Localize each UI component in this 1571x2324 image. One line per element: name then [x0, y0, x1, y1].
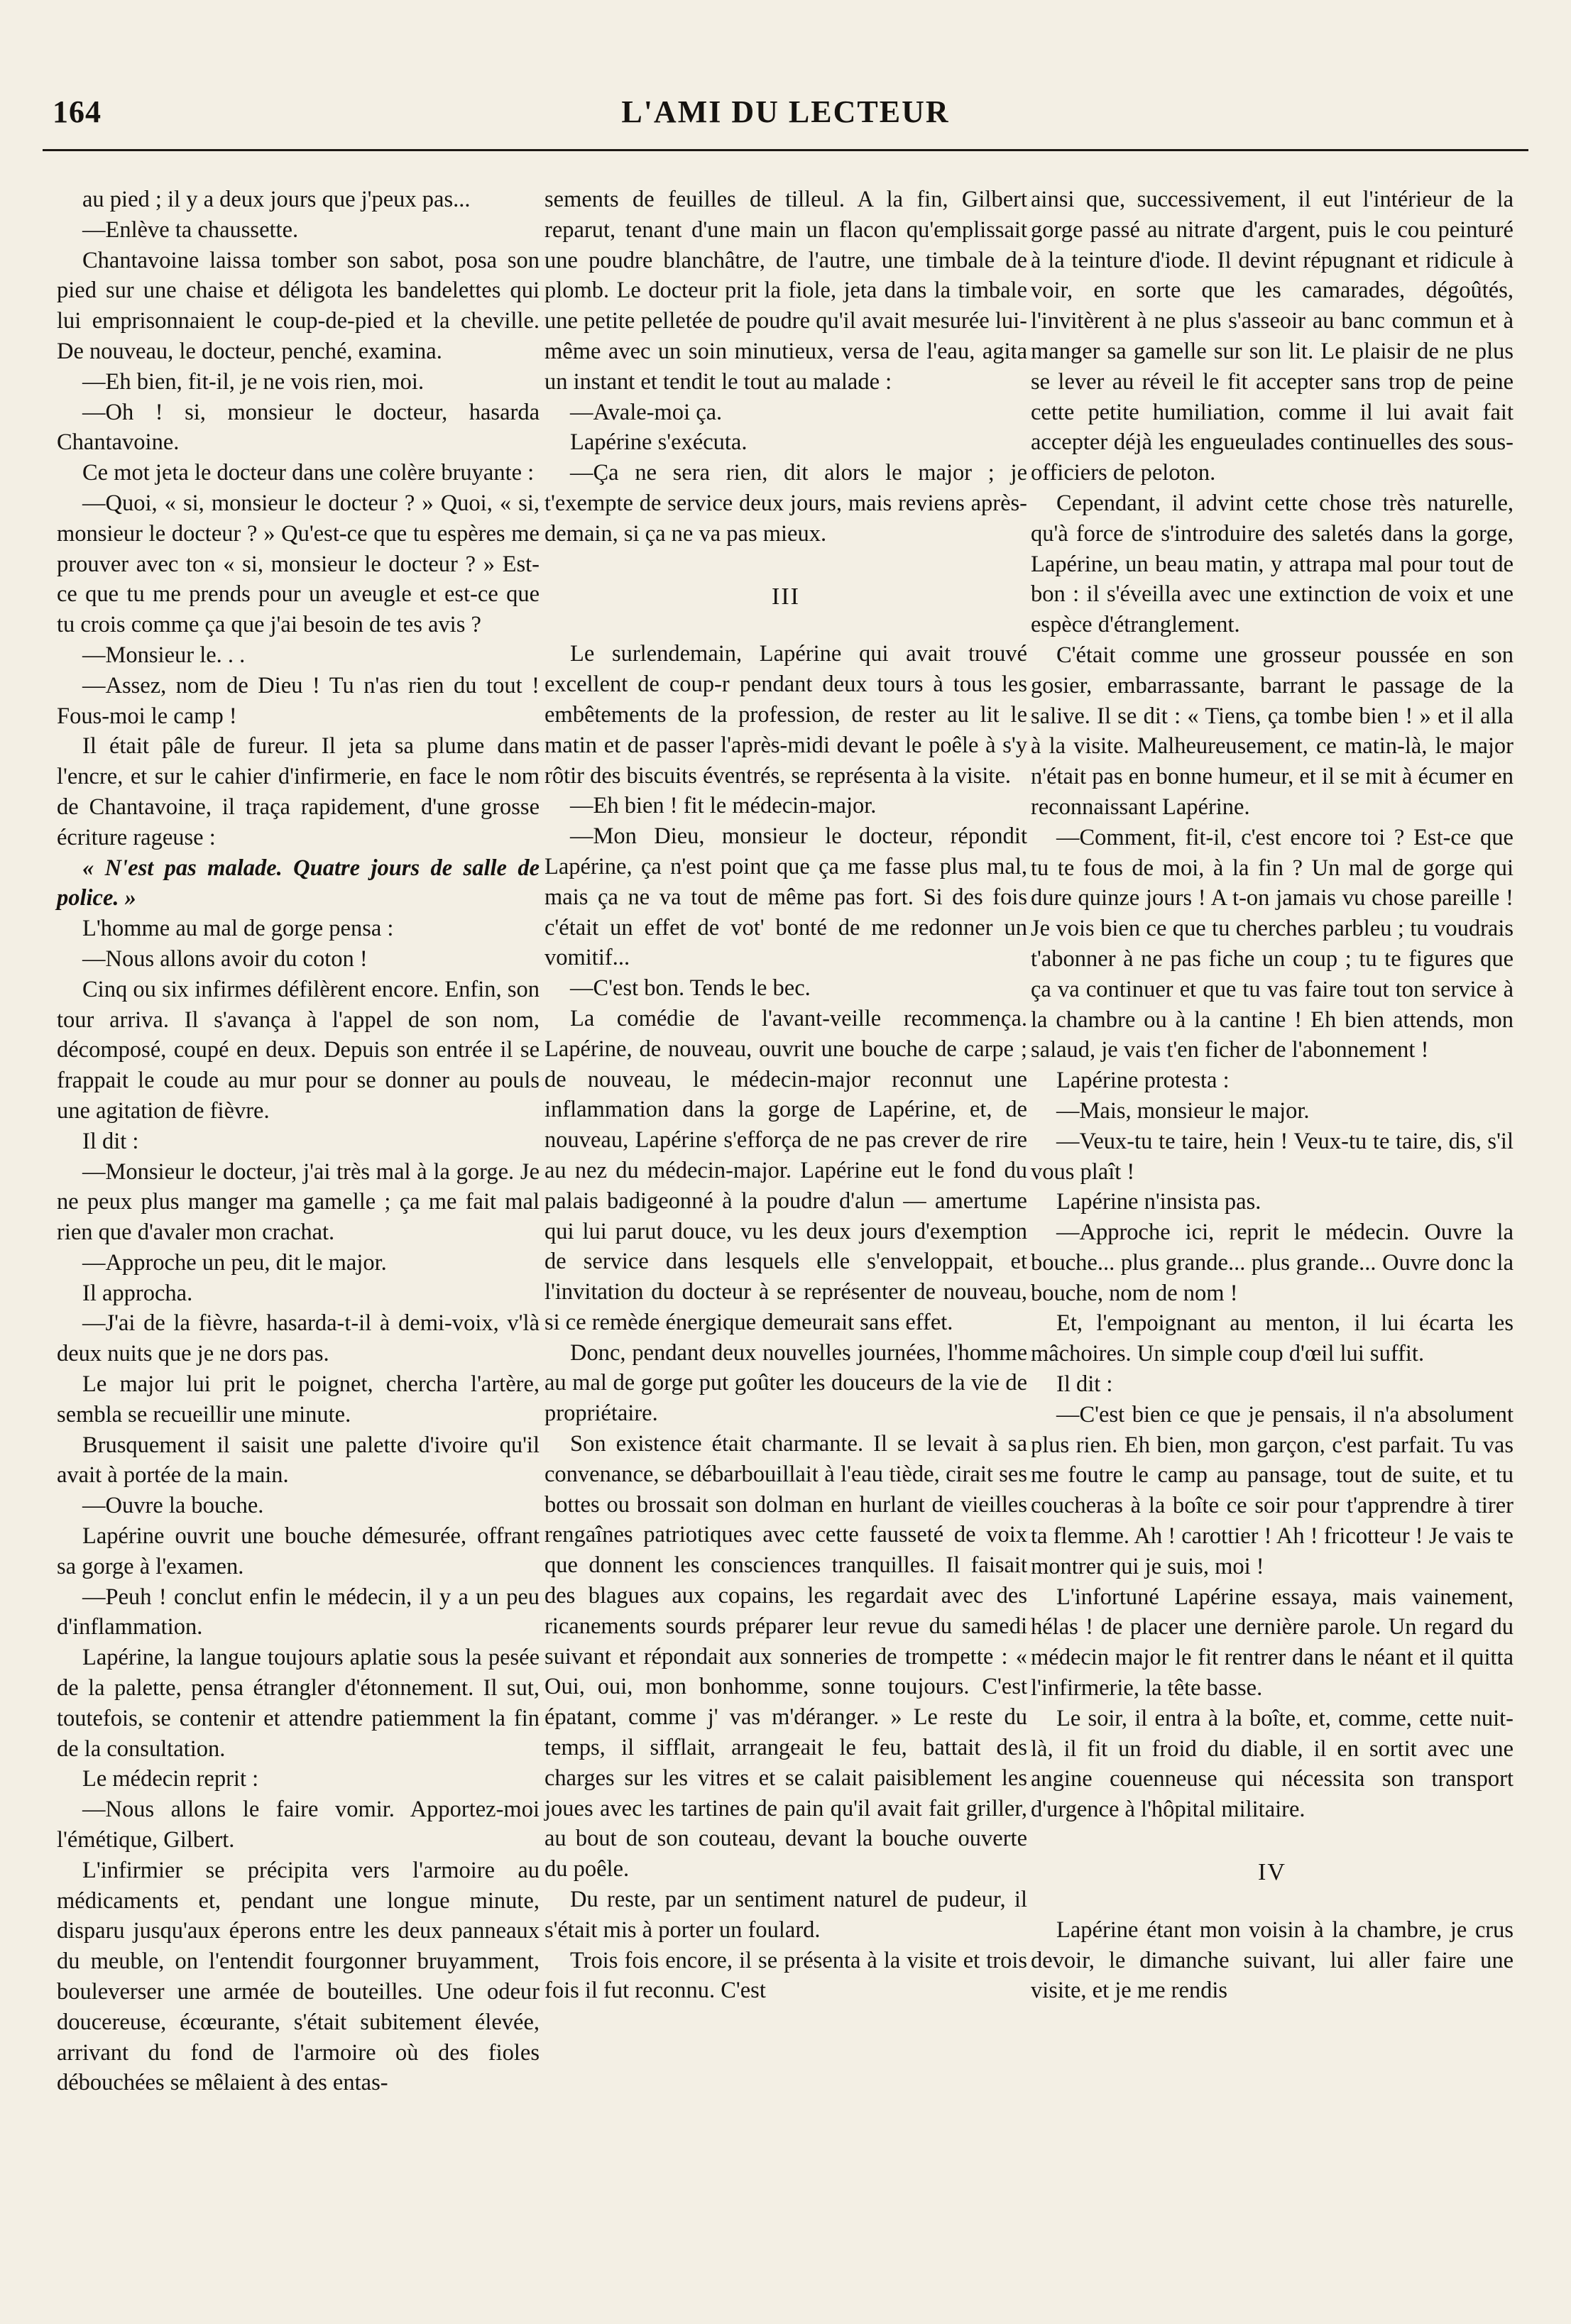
italic-quote: « N'est pas malade. Quatre jours de salle de police. » — [57, 855, 540, 911]
paragraph: —Enlève ta chaussette. — [82, 216, 299, 243]
paragraph: Cependant, il advint cette chose très naturelle, qu'à force de s'introduire des saletés dans la gorge, Lapérine, un beau matin, y attrapa mal pour tout de bon : il s'éveilla avec une extinction de voix et une espèce d'étranglement. — [1031, 490, 1513, 638]
paragraph: La comédie de l'avant-veille recommença. Lapérine, de nouveau, ouvrit une bouche de carpe ; de nouveau, le médecin-major reconnut une inflammation dans la gorge de Lapérine, et, de nouveau, Lapérine s'efforça de ne pas crever de rire au nez du médecin-major. Lapérine eut le fond du palais badigeonné à la poudre d'alun — amertume qui lui parut douce, vu les deux jours d'exemption de service dans lesquels elle s'enveloppait, et l'invitation du docteur à se représenter de nouveau, si ce remède énergique demeurait sans effet. — [544, 1005, 1027, 1335]
paragraph: —Approche ici, reprit le médecin. Ouvre la bouche... plus grande... plus grande... Ouvre donc la bouche, nom de nom ! — [1031, 1219, 1513, 1306]
paragraph: —Oh ! si, monsieur le docteur, hasarda Chantavoine. — [57, 399, 540, 456]
paragraph: Du reste, par un sentiment naturel de pudeur, il s'était mis à porter un foulard. — [544, 1887, 1027, 1943]
page-header — [43, 94, 1528, 143]
paragraph: Il approcha. — [82, 1280, 193, 1306]
paragraph: —Mon Dieu, monsieur le docteur, répondit Lapérine, ça n'est point que ça me fasse plus mal, mais ça ne va tout de même pas fort. Si des fois c'était un effet de vot' bonté de me redonner un vomitif... — [544, 823, 1027, 971]
paragraph: au pied ; il y a deux jours que j'peux pas... — [82, 187, 471, 212]
paragraph: —Eh bien, fit-il, je ne vois rien, moi. — [82, 368, 425, 395]
paragraph: Lapérine étant mon voisin à la chambre, je crus devoir, le dimanche suivant, lui aller faire une visite, et je me rendis — [1031, 1917, 1513, 2004]
paragraph: Lapérine ouvrit une bouche démesurée, offrant sa gorge à l'examen. — [57, 1523, 540, 1579]
section-heading: IV — [1258, 1859, 1286, 1886]
paragraph: Trois fois encore, il se présenta à la visite et trois fois il fut reconnu. C'est — [544, 1947, 1027, 2004]
paragraph: Ce mot jeta le docteur dans une colère bruyante : — [82, 460, 535, 486]
paragraph: C'était comme une grosseur poussée en son gosier, embarrassante, barrant le passage de la salive. Il se dit : « Tiens, ça tombe bien ! » et il alla à la visite. Malheureusement, ce matin-là, le major n'était pas en bonne humeur, et il se mit à écumer en reconnaissant Lapérine. — [1031, 642, 1513, 820]
paragraph — [57, 853, 540, 914]
paragraph: —Eh bien ! fit le médecin-major. — [570, 793, 877, 819]
paragraph: —Monsieur le. . . — [82, 642, 246, 668]
paragraph: —C'est bon. Tends le bec. — [570, 975, 811, 1002]
paragraph: —Nous allons le faire vomir. Apportez-moi l'émétique, Gilbert. — [57, 1797, 540, 1853]
paragraph: Chantavoine laissa tomber son sabot, posa son pied sur une chaise et déligota les bandelettes qui lui emprisonnaient le coup-de-pied et la cheville. De nouveau, le docteur, penché, examina. — [57, 247, 540, 364]
paragraph: —Approche un peu, dit le major. — [82, 1249, 387, 1276]
paragraph: Son existence était charmante. Il se levait à sa convenance, se débarbouillait à l'eau tiède, cirait ses bottes ou brossait son dolman en hurlant de vieilles rengaînes patriotiques avec cette fausseté de voix que donnent les consciences tranquilles. Il faisait des blagues aux copains, les regardait avec des ricanements sourds préparer leur revue du samedi suivant et répondait aux sonneries de trompette : « Oui, oui, mon bonhomme, sonne toujours. C'est épatant, comme j' vas m'déranger. » Le reste du temps, il sifflait, arrangeait le feu, battait des charges sur les vitres et se calait paisiblement les joues avec les tartines de pain qu'il avait fait griller, au bout de son couteau, devant la bouche ouverte du poêle. — [544, 1431, 1027, 1882]
paragraph: Il dit : — [1056, 1371, 1113, 1398]
text-column-1 — [57, 185, 540, 2098]
paragraph: Le soir, il entra à la boîte, et, comme, cette nuit-là, il fit un froid du diable, il en sortit avec une angine couenneuse qui nécessita son transport d'urgence à l'hôpital militaire. — [1031, 1705, 1513, 1823]
paragraph: —Comment, fit-il, c'est encore toi ? Est-ce que tu te fous de moi, à la fin ? Un mal de gorge qui dure quinze jours ! A t-on jamais vu chose pareille ! Je vois bien ce que tu cherches parbleu ; tu voudrais t'abonner à ne pas fiche un coup ; tu te figures que ça va continuer et que tu vas faire tout ton service à la chambre ou à la cantine ! Eh bien attends, mon salaud, je vais t'en ficher de l'abonnement ! — [1031, 824, 1513, 1063]
paragraph: Brusquement il saisit une palette d'ivoire qu'il avait à portée de la main. — [57, 1432, 540, 1489]
paragraph: —Ouvre la bouche. — [82, 1493, 264, 1519]
paragraph: —Mais, monsieur le major. — [1056, 1097, 1310, 1124]
paragraph: Lapérine protesta : — [1056, 1068, 1230, 1094]
paragraph: Le major lui prit le poignet, chercha l'artère, sembla se recueillir une minute. — [57, 1371, 540, 1427]
paragraph: —Peuh ! conclut enfin le médecin, il y a un peu d'inflammation. — [57, 1584, 540, 1640]
paragraph: sements de feuilles de tilleul. A la fin, Gilbert reparut, tenant d'une main un flacon qu'emplissait une poudre blanchâtre, de l'autre, une timbale de plomb. Le docteur prit la fiole, jeta dans la timbale une petite pelletée de poudre qu'il avait mesurée lui-même avec un soin minutieux, versa de l'eau, agita un instant et tendit le tout au malade : — [544, 187, 1027, 395]
paragraph: —Quoi, « si, monsieur le docteur ? » Quoi, « si, monsieur le docteur ? » Qu'est-ce que tu espères me prouver avec ton « si, monsieur le docteur ? » Est-ce que tu me prends pour un aveugle et est-ce que tu crois comme ça que j'ai besoin de tes avis ? — [57, 490, 540, 638]
paragraph: —C'est bien ce que je pensais, il n'a absolument plus rien. Eh bien, mon garçon, c'est parfait. Tu vas me foutre le camp au pansage, tout de suite, et tu coucheras à la boîte ce soir pour t'apprendre à tirer ta flemme. Ah ! carottier ! Ah ! fricotteur ! Je vais te montrer qui je suis, moi ! — [1031, 1401, 1513, 1579]
paragraph: —Ça ne sera rien, dit alors le major ; je t'exempte de service deux jours, mais reviens après-demain, si ça ne va pas mieux. — [544, 460, 1027, 547]
paragraph: ainsi que, successivement, il eut l'intérieur de la gorge passé au nitrate d'argent, puis le cou peinturé à la teinture d'iode. Il devint répugnant et ridicule à voir, en sorte que les camarades, dégoûtés, l'invitèrent à ne plus s'asseoir au banc commun et à manger sa gamelle sur son lit. Le plaisir de ne plus se lever au réveil le fit accepter sans trop de peine cette petite humiliation, comme il lui avait fait accepter déjà les engueulades continuelles des sous-officiers de peloton. — [1031, 187, 1513, 486]
paragraph: L'homme au mal de gorge pensa : — [82, 916, 394, 942]
paragraph: Et, l'empoignant au menton, il lui écarta les mâchoires. Un simple coup d'œil lui suffit. — [1031, 1310, 1513, 1367]
paragraph: Il dit : — [82, 1128, 139, 1154]
paragraph: Le médecin reprit : — [82, 1766, 259, 1792]
paragraph: —Monsieur le docteur, j'ai très mal à la gorge. Je ne peux plus manger ma gamelle ; ça me fait mal rien que d'avaler mon crachat. — [57, 1158, 540, 1246]
paragraph: L'infirmier se précipita vers l'armoire au médicaments et, pendant une longue minute, disparu jusqu'aux éperons entre les deux panneaux du meuble, on l'entendit fourgonner bruyamment, bouleverser une armée de bouteilles. Une odeur doucereuse, écœurante, s'était subitement élevée, arrivant du fond de l'armoire où des fioles débouchées se mêlaient à des entas- — [57, 1857, 540, 2096]
paragraph: Cinq ou six infirmes défilèrent encore. Enfin, son tour arriva. Il s'avança à l'appel de son nom, décomposé, coupé en deux. Depuis son entrée il se frappait le coude au mur pour se donner au pouls une agitation de fièvre. — [57, 976, 540, 1124]
paragraph: —Veux-tu te taire, hein ! Veux-tu te taire, dis, s'il vous plaît ! — [1031, 1128, 1513, 1185]
page-number: 164 — [53, 94, 102, 129]
paragraph: Il était pâle de fureur. Il jeta sa plume dans l'encre, et sur le cahier d'infirmerie, en face le nom de Chantavoine, il traça rapidement, d'une grosse écriture rageuse : — [57, 733, 540, 850]
text-column-2 — [544, 185, 1027, 2006]
paragraph: Lapérine n'insista pas. — [1056, 1189, 1261, 1215]
paragraph: Le surlendemain, Lapérine qui avait trouvé excellent de coup-r pendant deux tours à tous les embêtements de la profession, de rester au lit le matin et de passer l'après-midi devant le poêle à s'y rôtir des biscuits éventrés, se représenta à la visite. — [544, 641, 1027, 789]
text-column-3 — [1031, 185, 1513, 2006]
running-title: L'AMI DU LECTEUR — [621, 94, 950, 129]
header-rule — [43, 149, 1528, 151]
paragraph: —Assez, nom de Dieu ! Tu n'as rien du tout ! Fous-moi le camp ! — [57, 672, 540, 729]
paragraph: L'infortuné Lapérine essaya, mais vainement, hélas ! de placer une dernière parole. Un regard du médecin major le fit rentrer dans le néant et il quitta l'infirmerie, la tête basse. — [1031, 1584, 1513, 1701]
paragraph: Lapérine, la langue toujours aplatie sous la pesée de la palette, pensa étrangler d'étonnement. Il sut, toutefois, se contenir et attendre patiemment la fin de la consultation. — [57, 1645, 540, 1762]
paragraph: Donc, pendant deux nouvelles journées, l'homme au mal de gorge put goûter les douceurs de la vie de propriétaire. — [544, 1339, 1027, 1427]
paragraph: —Nous allons avoir du coton ! — [82, 946, 368, 972]
paragraph: Lapérine s'exécuta. — [570, 429, 748, 456]
paragraph: —J'ai de la fièvre, hasarda-t-il à demi-voix, v'là deux nuits que je ne dors pas. — [57, 1310, 540, 1367]
section-heading: III — [772, 583, 800, 610]
paragraph: —Avale-moi ça. — [570, 399, 723, 425]
